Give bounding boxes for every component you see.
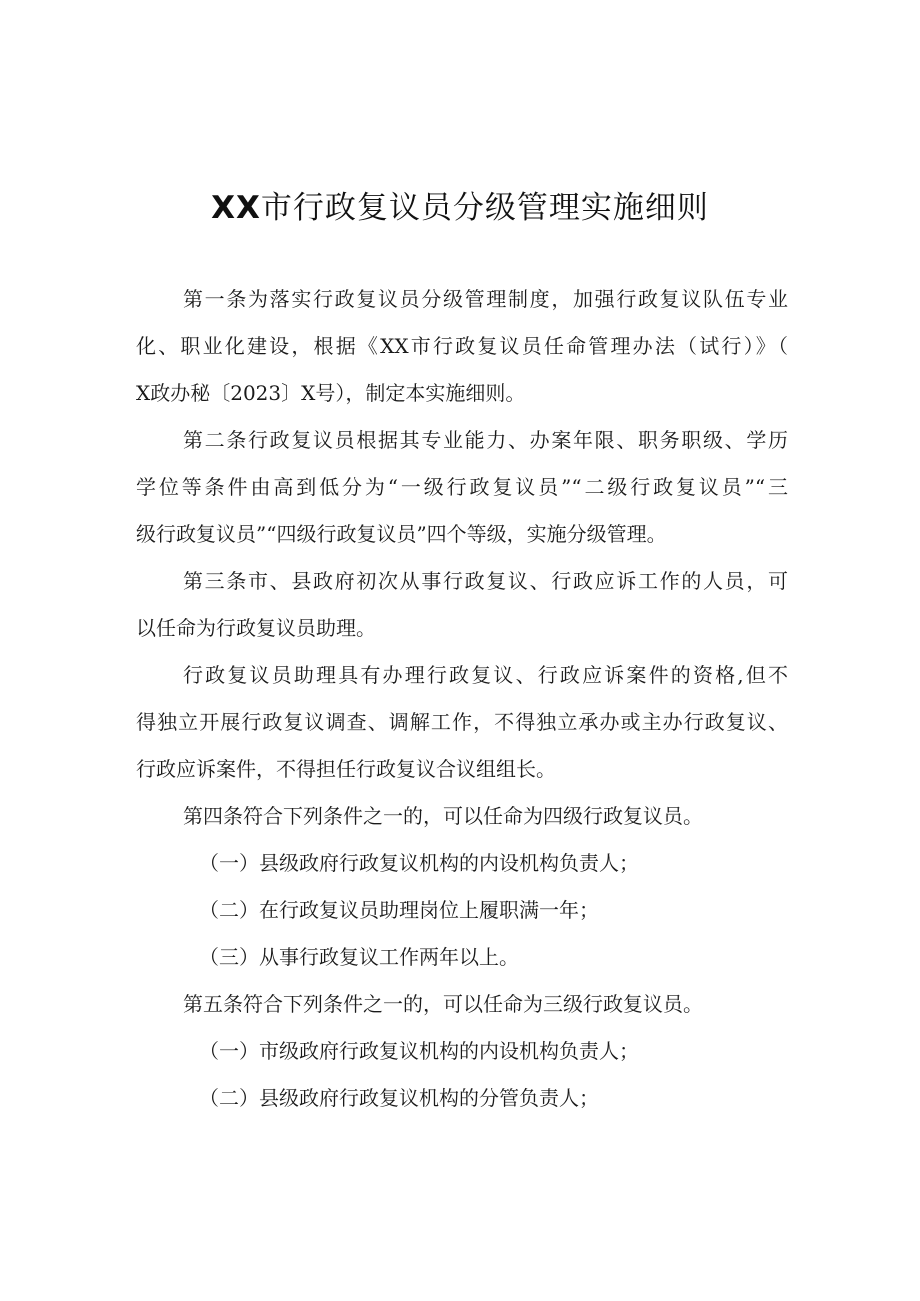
title-prefix: XX <box>211 190 261 226</box>
title-text: 市行政复议员分级管理实施细则 <box>260 190 709 226</box>
article-3-line-2: 以任命为行政复议员助理。 <box>136 616 376 640</box>
document-body <box>136 276 788 1122</box>
document-title <box>0 186 920 230</box>
article-5-item-2: （二）县级政府行政复议机构的分管负责人； <box>199 1086 599 1110</box>
article-5-item-1: （一）市级政府行政复议机构的内设机构负责人； <box>199 1039 639 1063</box>
article-4-line-1: 第四条符合下列条件之一的，可以任命为四级行政复议员。 <box>183 804 703 828</box>
article-2-line-1: 第二条行政复议员根据其专业能力、办案年限、职务职级、学历 <box>183 428 788 452</box>
article-5-line-1: 第五条符合下列条件之一的，可以任命为三级行政复议员。 <box>183 992 703 1016</box>
article-1-line-1: 第一条为落实行政复议员分级管理制度，加强行政复议队伍专业 <box>183 287 788 311</box>
article-2-line-3: 级行政复议员”“四级行政复议员”四个等级，实施分级管理。 <box>136 522 667 546</box>
article-3-line-1: 第三条市、县政府初次从事行政复议、行政应诉工作的人员，可 <box>183 569 788 593</box>
article-1-line-2: 化、职业化建设，根据《XX市行政复议员任命管理办法（试行）》（ <box>136 334 788 358</box>
article-3-para-2-line-1: 行政复议员助理具有办理行政复议、行政应诉案件的资格,但不 <box>183 663 788 687</box>
article-3-para-2-line-3: 行政应诉案件，不得担任行政复议合议组组长。 <box>136 757 556 781</box>
article-1-line-3: X政办秘〔2023〕X号），制定本实施细则。 <box>136 381 526 405</box>
article-4-item-2: （二）在行政复议员助理岗位上履职满一年； <box>199 898 599 922</box>
article-3-para-2-line-2: 得独立开展行政复议调查、调解工作，不得独立承办或主办行政复议、 <box>136 710 788 734</box>
article-4-item-1: （一）县级政府行政复议机构的内设机构负责人； <box>199 851 639 875</box>
article-2-line-2: 学位等条件由高到低分为“一级行政复议员”“二级行政复议员”“三 <box>136 475 788 499</box>
article-4-item-3: （三）从事行政复议工作两年以上。 <box>199 945 519 969</box>
